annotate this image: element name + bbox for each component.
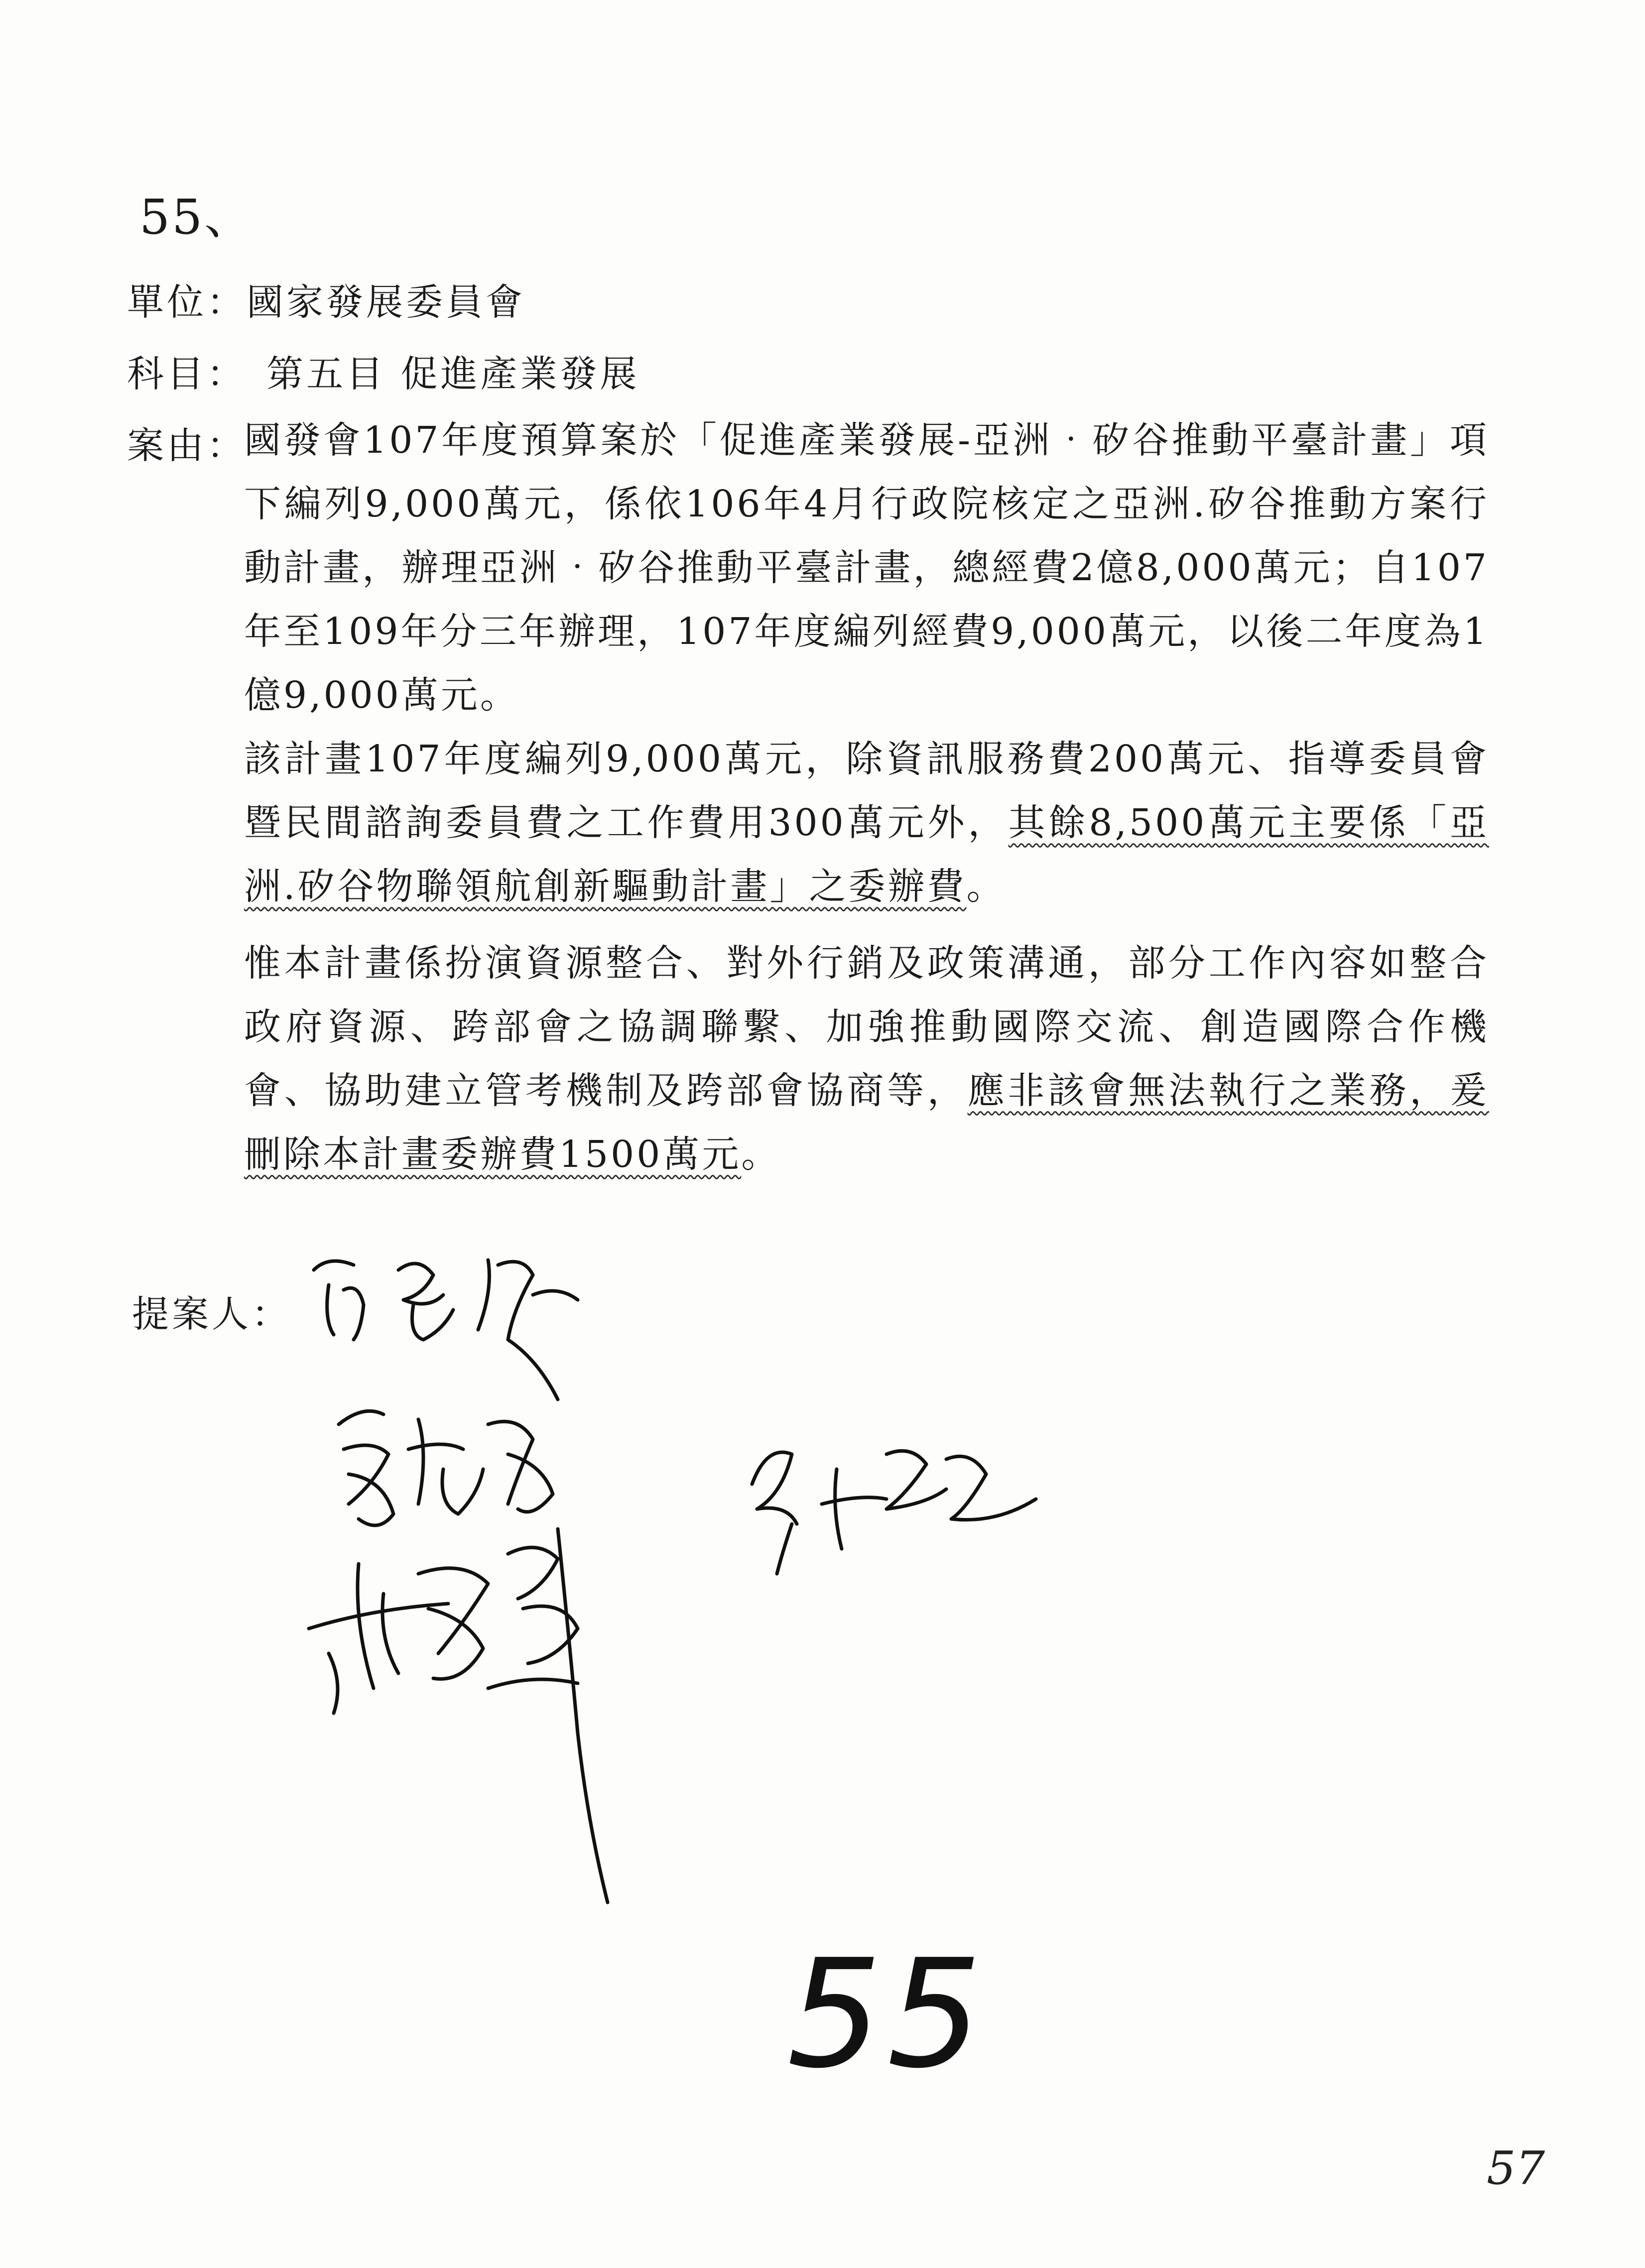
signature-3 (299, 1524, 677, 1912)
reason-paragraph-3-underlined: 應非該會無法執行之業務，爰刪除本計畫委辦費1500萬元 (244, 1069, 1490, 1176)
signature-1 (299, 1235, 618, 1414)
handwritten-number: 55 (787, 1927, 987, 2101)
page-number: 57 (1487, 2142, 1545, 2195)
signature-4 (737, 1424, 1046, 1584)
reason-paragraph-2-end: 。 (966, 865, 1006, 908)
reason-paragraph-3-end: 。 (741, 1133, 781, 1176)
unit-label: 單位： (127, 281, 247, 324)
reason-paragraph-1: 國發會107年度預算案於「促進產業發展-亞洲‧矽谷推動平臺計畫」項下編列9,000萬元，係依106年4月行政院核定之亞洲.矽谷推動方案行動計畫，辦理亞洲‧矽谷推動平臺計畫，總經費2億8,000萬元；自107年至109年分三年辦理，107年度編列經費9,000萬元，以後二年度為1億9,000萬元。 (244, 419, 1489, 717)
subject-label: 科目： (127, 353, 247, 395)
reason-paragraph-2-underlined: 其餘8,500萬元主要係「亞洲.矽谷物聯領航創新驅動計畫」之委辦費 (244, 801, 1489, 908)
unit-row (127, 273, 525, 326)
reason-paragraph-3 (244, 931, 1489, 1186)
reason-paragraph-2-text: 該計畫107年度編列9,000萬元，除資訊服務費200萬元、指導委員會暨民間諮詢委員費之工作費用300萬元外， (244, 738, 1489, 844)
proposer-label: 提案人： (132, 1293, 291, 1336)
reason-paragraph-2 (244, 727, 1489, 918)
subject-value: 第五目 促進產業發展 (266, 353, 640, 395)
unit-value: 國家發展委員會 (247, 281, 525, 324)
reason-paragraph-3-text: 惟本計畫係扮演資源整合、對外行銷及政策溝通，部分工作內容如整合政府資源、跨部會之協調聯繫、加強推動國際交流、創造國際合作機會、協助建立管考機制及跨部會協商等， (244, 942, 1489, 1112)
subject-row (127, 345, 640, 397)
item-number: 55、 (139, 189, 254, 245)
reason-label: 案由： (127, 424, 247, 467)
